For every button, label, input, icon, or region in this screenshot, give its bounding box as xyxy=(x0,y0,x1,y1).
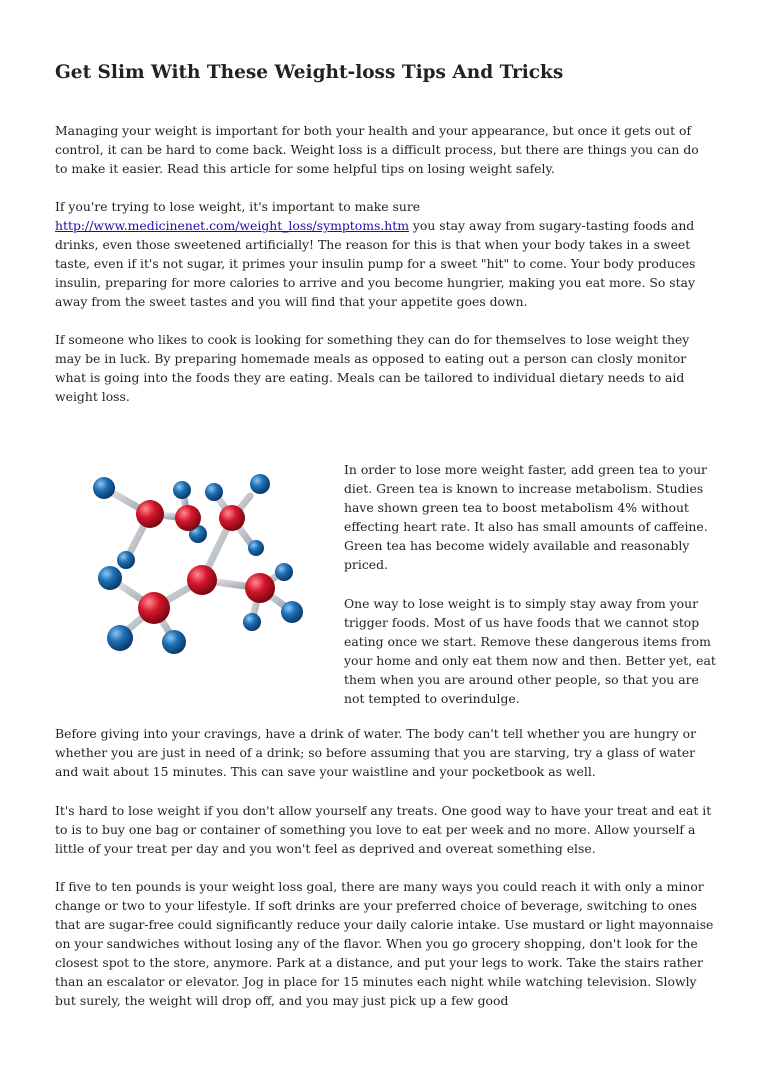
paragraph-homemade-meals: If someone who likes to cook is looking for something they can do for themselves to lose weight they may be in luck. By preparing homemade meals as opposed to eating out a person can closly monitor what is going into the foods they are eating. Meals can be tailored to individual dietary needs to aid weight loss. xyxy=(55,332,690,404)
paragraph-green-tea: In order to lose more weight faster, add green tea to your diet. Green tea is known to increase metabolism. Studies have shown green tea to boost metabolism 4% without effecting heart rate. It also has small amounts of caffeine. Green tea has become widely available and reasonably priced. xyxy=(344,462,708,572)
paragraph-text: you stay away from sugary-tasting foods and drinks, even those sweetened artificially! The reason for this is that when your body takes in a sweet taste, even if it's not sugar, it primes your insulin pump for a sweet "hit" to come. Your body produces insulin, preparing for more calories to arrive and you become hungrier, making you eat more. So stay away from the sweet tastes and you will find that your appetite goes down. xyxy=(55,218,696,309)
paragraph-text: If you're trying to lose weight, it's important to make sure xyxy=(55,199,421,214)
paragraph-intro: Managing your weight is important for both your health and your appearance, but once it gets out of control, it can be hard to come back. Weight loss is a difficult process, but there are things you can do to make it easier. Read this article for some helpful tips on losing weight safely. xyxy=(55,123,699,176)
paragraph-trigger-foods: One way to lose weight is to simply stay away from your trigger foods. Most of us have foods that we cannot stop eating once we start. Remove these dangerous items from your home and only eat them now and then. Better yet, eat them when you are around other people, so that you are not tempted to overindulge. xyxy=(344,596,716,706)
molecule-illustration xyxy=(64,450,336,712)
paragraph-drink-water: Before giving into your cravings, have a drink of water. The body can't tell whether you are hungry or whether you are just in need of a drink; so before assuming that you are starving, try a glass of water and wait about 15 minutes. This can save your waistline and your pocketbook as well. xyxy=(55,726,697,779)
paragraph-sweet-tastes xyxy=(55,197,715,311)
medicinenet-link[interactable]: http://www.medicinenet.com/weight_loss/symptoms.htm xyxy=(55,218,409,233)
paragraph-lifestyle-changes: If five to ten pounds is your weight loss goal, there are many ways you could reach it with only a minor change or two to your lifestyle. If soft drinks are your preferred choice of beverage, switching to ones that are sugar-free could significantly reduce your daily calorie intake. Use mustard or light mayonnaise on your sandwiches without losing any of the flavor. When you go grocery shopping, don't look for the closest spot to the store, anymore. Park at a distance, and put your legs to work. Take the stairs rather than an escalator or elevator. Jog in place for 15 minutes each night while watching television. Slowly but surely, the weight will drop off, and you may just pick up a few good xyxy=(55,879,714,1008)
page-title: Get Slim With These Weight-loss Tips And Tricks xyxy=(55,62,564,83)
molecule-icon xyxy=(64,450,336,712)
paragraph-treats: It's hard to lose weight if you don't allow yourself any treats. One good way to have your treat and eat it to is to buy one bag or container of something you love to eat per week and no more. Allow yourself a little of your treat per day and you won't feel as deprived and overeat something else. xyxy=(55,803,712,856)
